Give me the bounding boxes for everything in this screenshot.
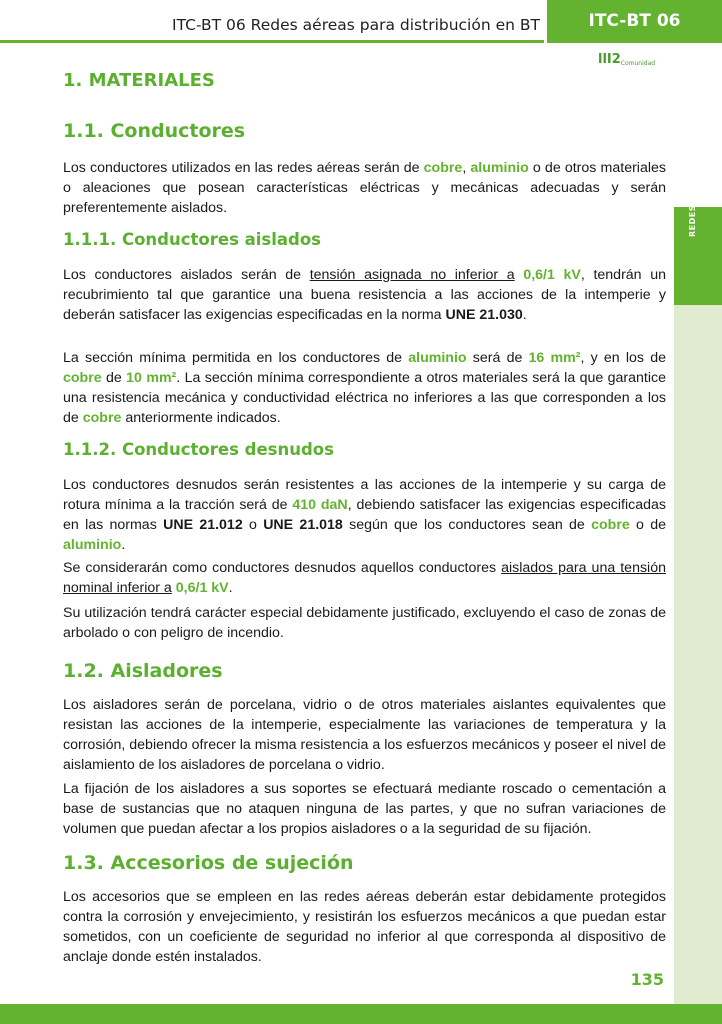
side-margin-band — [674, 305, 722, 1005]
logo-mark: llI2 — [598, 52, 621, 67]
term-section: 16 mm² — [528, 350, 581, 366]
text-run: La sección mínima permitida en los conductores de — [63, 350, 409, 366]
term-cobre: cobre — [82, 410, 122, 426]
standard-ref: UNE 21.012 — [163, 517, 243, 533]
paragraph-desnudos-3: Su utilización tendrá carácter especial debidamente justificado, excluyendo el caso de zonas de arbolado o con peligro de incendio. — [63, 605, 666, 641]
paragraph-aisladores-2: La fijación de los aisladores a sus soportes se efectuará mediante roscado o cementación a base de sustancias que no ataquen ninguna de las partes, y que no sufran variaciones de volumen que puedan afectar a los propios aisladores o a la seguridad de su fijación. — [63, 781, 666, 837]
term-aluminio: aluminio — [408, 350, 467, 366]
text-run: será de — [466, 350, 529, 366]
text-run: . — [121, 537, 126, 553]
text-run: Los conductores aislados serán de — [63, 267, 310, 283]
term-aluminio: aluminio — [470, 160, 529, 176]
header-code-badge: ITC-BT 06 — [547, 0, 722, 43]
standard-ref: UNE 21.030 — [445, 307, 523, 323]
paragraph-aisladores-1: Los aisladores serán de porcelana, vidrio o de otros materiales aislantes equivalentes que resistan las acciones de la intemperie, especialmente las variaciones de temperatura y la corrosión, debiendo ofrecer la misma resistencia a los esfuerzos mecánicos y poseer el nivel de aislamiento de los aisladores de porcelana o vidrio. — [63, 697, 666, 773]
text-run: o de — [629, 517, 666, 533]
side-tab-label: REDES — [688, 205, 697, 237]
heading-conductores-desnudos: 1.1.2. Conductores desnudos — [63, 440, 334, 459]
heading-aisladores: 1.2. Aisladores — [63, 660, 223, 682]
text-run: , y en los de — [580, 350, 666, 366]
text-run: o de otros materiales o aleaciones que posean características eléctricas y mecánicas adecuadas y serán preferentemente aislados. — [63, 160, 666, 216]
text-run: o — [242, 517, 264, 533]
text-run: . La sección mínima correspondiente a otros materiales será la que garantice una resistencia mecánica y conductividad eléctrica no inferiores a las que corresponden a los de — [63, 370, 666, 426]
paragraph-aislados-1 — [63, 265, 666, 325]
text-run — [515, 267, 524, 283]
paragraph-desnudos-1 — [63, 475, 666, 555]
term-cobre: cobre — [591, 517, 630, 533]
text-run: anteriormente indicados. — [121, 410, 281, 426]
logo-subtext: Comunidad — [620, 60, 656, 67]
heading-accesorios: 1.3. Accesorios de sujeción — [63, 852, 354, 874]
text-run: . — [522, 307, 527, 323]
text-run: Los conductores utilizados en las redes aéreas serán de — [63, 160, 424, 176]
text-run: Los conductores desnudos serán resistentes a las acciones de la intemperie y su carga de rotura mínima a la tracción será de — [63, 477, 666, 513]
term-cobre: cobre — [63, 370, 102, 386]
paragraph-accesorios: Los accesorios que se empleen en las redes aéreas deberán estar debidamente protegidos contra la corrosión y envejecimiento, y resistirán los esfuerzos mecánicos a que puedan estar sometidos, con un coeficiente de seguridad no inferior al que corresponda al dispositivo de anclaje donde estén instalados. — [63, 889, 666, 965]
underlined-phrase: aislados para una tensión nominal inferior a — [63, 560, 666, 596]
text-run: de — [101, 370, 127, 386]
paragraph-aislados-2 — [63, 348, 666, 428]
term-load: 410 daN — [292, 497, 348, 513]
heading-conductores: 1.1. Conductores — [63, 120, 246, 142]
text-run: , tendrán un recubrimiento tal que garantice una buena resistencia a las acciones de la intemperie y deberán satisfacer las exigencias especificadas en la norma — [63, 267, 666, 323]
term-aluminio: aluminio — [63, 537, 122, 553]
text-run: según que los conductores sean de — [342, 517, 592, 533]
footer-bar — [0, 1004, 722, 1024]
page-number: 135 — [630, 970, 664, 989]
standard-ref: UNE 21.018 — [263, 517, 343, 533]
paragraph-desnudos-2 — [63, 558, 666, 598]
publisher-logo — [598, 52, 656, 70]
term-section: 10 mm² — [126, 370, 177, 386]
underlined-phrase: tensión asignada no inferior a — [309, 267, 515, 283]
heading-conductores-aislados: 1.1.1. Conductores aislados — [63, 230, 322, 249]
paragraph-conductores — [63, 158, 666, 218]
text-run: . — [228, 580, 233, 596]
side-section-tab — [674, 207, 722, 305]
term-cobre: cobre — [423, 160, 463, 176]
header-title: ITC-BT 06 Redes aéreas para distribución en BT — [172, 16, 540, 34]
heading-materiales: 1. MATERIALES — [63, 70, 215, 91]
header-rule — [0, 40, 544, 43]
text-run: Se considerarán como conductores desnudos aquellos conductores — [63, 560, 502, 576]
text-run: , — [462, 160, 471, 176]
text-run: , debiendo satisfacer las exigencias especificadas en las normas — [63, 497, 667, 533]
term-voltage: 0,6/1 kV — [523, 267, 581, 283]
term-voltage: 0,6/1 kV — [175, 580, 229, 596]
